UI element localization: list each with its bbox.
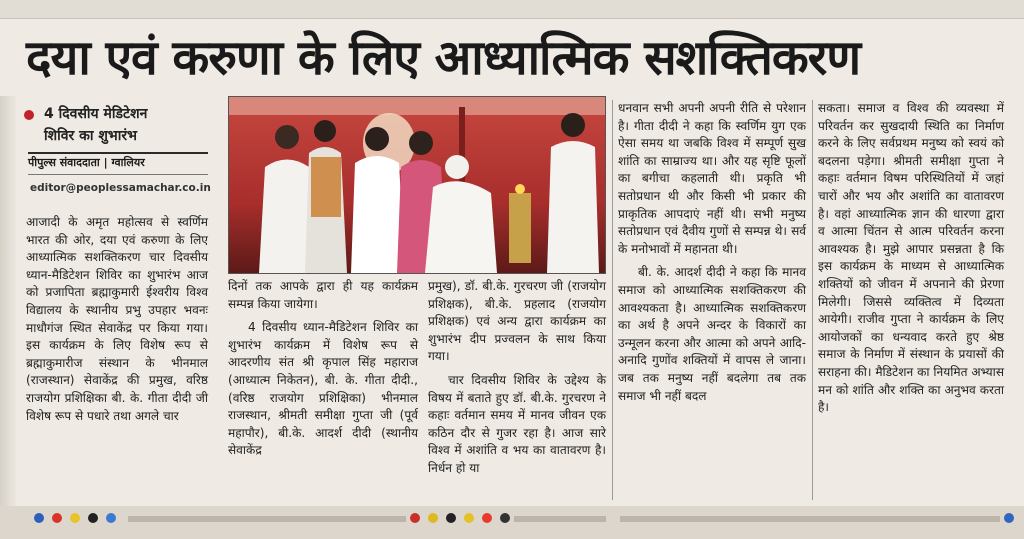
registration-dot (410, 513, 420, 523)
registration-dot (106, 513, 116, 523)
print-strip (128, 516, 406, 522)
paragraph: बी. के. आदर्श दीदी ने कहा कि मानव समाज को आध्यात्मिक सशक्तिकरण की आवश्यकता है। आध्यात्मिक सशक्तिकरण का अर्थ है अपने अन्दर के विकारों का उन्मूलन करना और आत्मा को अपने आदि-अनादि गुणोंव शक्तियों में वापस ले जाना। जब तक मनुष्य नहीं बदलेगा तब तक समाज भी नहीं बदल (618, 265, 806, 403)
left-page-edge (0, 96, 16, 506)
article-column-3 (428, 278, 606, 484)
subheadline-line-1: 4 दिवसीय मेडिटेशन (44, 106, 148, 122)
article-column-1 (26, 214, 208, 431)
registration-dot (482, 513, 492, 523)
subheadline-line-2: शिविर का शुभारंभ (44, 128, 137, 144)
registration-dot (1004, 513, 1014, 523)
paragraph: चार दिवसीय शिविर के उद्देश्य के विषय में बताते हुए डॉ. बी.के. गुरचरण ने कहाः वर्तमान समय में मानव जीवन एक कठिन दौर से गुजर रहा है। आज सारे विश्व में अशांति व भय का वातावरण है। निर्धन हो या (428, 372, 606, 475)
print-strip (514, 516, 606, 522)
registration-dot (446, 513, 456, 523)
byline-place: ग्वालियर (111, 156, 145, 169)
registration-dot (464, 513, 474, 523)
paragraph: 4 दिवसीय ध्यान-मैडिटेशन शिविर का शुभारंभ कार्यक्रम में विशेष रूप से आदरणीय संत श्री कृपाल सिंह महाराज (आध्यात्म निकेतन), बी. के. गीता दीदी., (वरिष्ठ राजयोग प्रशिक्षिका) भीनमाल राजस्थान, श्रीमती समीक्षा गुप्ता जी (पूर्व महापौर), बी.के. आदर्श दीदी (स्थानीय सेवाकेंद्र (228, 320, 418, 458)
registration-dot (500, 513, 510, 523)
paragraph: आजादी के अमृत महोत्सव से स्वर्णिम भारत की ओर, दया एवं करुणा के लिए आध्यात्मिक सशक्तिकरण चार दिवसीय ध्यान-मैडिटेशन शिविर का शुभारंभ आज को प्रजापिता ब्रह्माकुमारी ईश्वरीय विश्व विद्यालय के स्थानीय प्रभु उपहार भवनः माधौगंज स्थित सेवाकेंद्र पर किया गया। इस कार्यक्रम के लिए विशेष रूप से ब्रह्माकुमारीज संस्थान के भीनमाल (राजस्थान) सेवाकेंद्र की प्रमुख, वरिष्ठ राजयोग प्रशिक्षिका बी. के. गीता दीदी जी विशेष रूप से पधारे तथा अगले चार (26, 215, 208, 423)
print-strip (620, 516, 1000, 522)
registration-dot (34, 513, 44, 523)
registration-dot (428, 513, 438, 523)
byline-author: पीपुल्स संवाददाता (28, 156, 100, 169)
event-photo (228, 96, 606, 274)
article-column-2 (228, 278, 418, 466)
lamp-lighting-photo (229, 97, 605, 273)
byline-separator: | (103, 156, 112, 169)
top-margin (0, 0, 1024, 19)
article-headline: दया एवं करुणा के लिए आध्यात्मिक सशक्तिकरण (26, 30, 861, 86)
article-column-5 (818, 100, 1004, 423)
paragraph: दिनों तक आपके द्वारा ही यह कार्यक्रम सम्पन्न किया जायेगा। (228, 279, 418, 311)
paragraph: प्रमुख), डॉ. बी.के. गुरचरण जी (राजयोग प्रशिक्षक), बी.के. प्रहलाद (राजयोग प्रशिक्षक) एवं अन्य द्वारा कार्यक्रम का शुभारंभ दीप प्रज्वलन के साथ किया गया। (428, 279, 606, 364)
byline (28, 152, 208, 175)
bottom-margin (0, 506, 1024, 539)
registration-dot (70, 513, 80, 523)
registration-dot (52, 513, 62, 523)
registration-dot (88, 513, 98, 523)
contact-email: editor@peoplessamachar.co.in (30, 182, 211, 194)
column-divider (612, 100, 613, 500)
red-bullet-icon (24, 110, 34, 120)
article-column-4 (618, 100, 806, 411)
paragraph: धनवान सभी अपनी अपनी रीति से परेशान है। गीता दीदी ने कहा कि स्वर्णिम युग एक ऐसा समय था जबकि विश्व में सम्पूर्ण सुख शांति का साम्राज्य था। और यह सृष्टि फूलों का बगीचा कहलाती थी। प्रकृति भी सतोप्रधान थी और किसी भी प्रकार की प्राकृतिक आपदाएं नहीं थी। सभी मनुष्य सतोप्रधान एवं दैवीय गुणों से सम्पन्न थे। सर्व के मनोभावों में महानता थी। (618, 101, 806, 256)
column-divider (812, 100, 813, 500)
paragraph: सकता। समाज व विश्व की व्यवस्था में परिवर्तन कर सुखदायी स्थिति का निर्माण करने के लिए सर्वप्रथम मनुष्य को स्वयं को बदलना पड़ेगा। श्रीमती समीक्षा गुप्ता ने कहाः वर्तमान विषम परिस्थितियों में जहां चारों और भय और अशांति का वातावरण है। वहां आध्यात्मिक ज्ञान की धारणा द्वारा व आत्मा चिंतन से आत्म परिवर्तन करना आवश्यक है। मुझे आपार प्रसन्नता है कि इस कार्यक्रम के माध्यम से आध्यात्मिक शक्तियों को जीवन में अपनाने की प्रेरणा मिलेगी। जिससे व्यक्तित्व में दिव्यता आयेगी। राजीव गुप्ता ने कार्यक्रम के लिए आयोजकों का धन्यवाद करते हुए श्रेष्ठ समाज के निर्माण में संस्थान के प्रयासों की सराहना की। मैडिटेशन का नियमित अभ्यास मन को शांति और शक्ति का अनुभव करता है। (818, 101, 1004, 415)
